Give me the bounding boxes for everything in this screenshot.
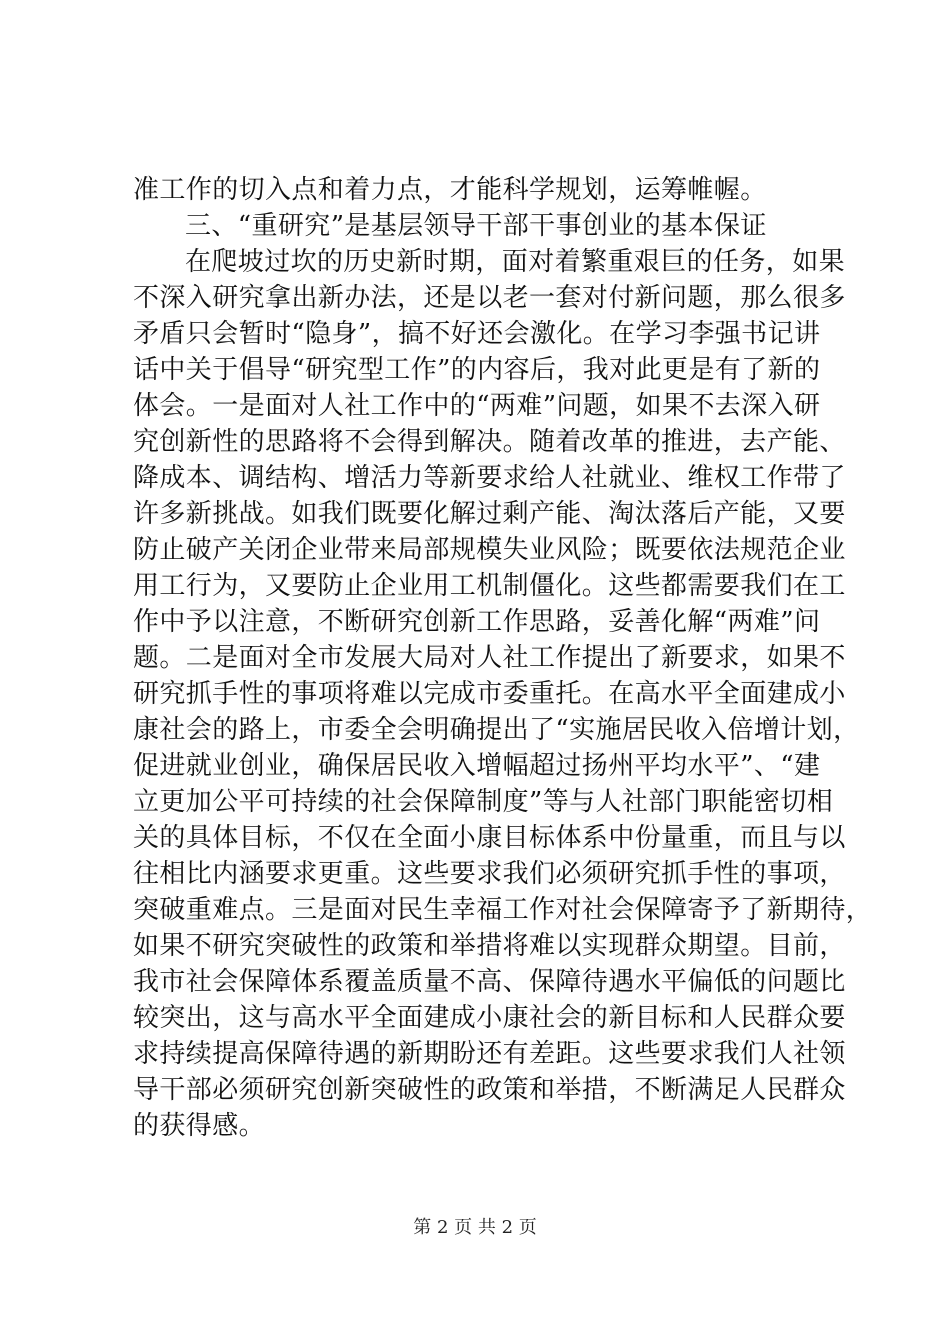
text-line: 许多新挑战。如我们既要化解过剩产能、淘汰落后产能，又要 (133, 499, 846, 529)
text-line: 准工作的切入点和着力点，才能科学规划，运筹帷幄。 (133, 175, 767, 205)
text-line: 研究抓手性的事项将难以完成市委重托。在高水平全面建成小 (133, 679, 846, 709)
text-line: 如果不研究突破性的政策和举措将难以实现群众期望。目前， (133, 931, 846, 961)
text-line: 立更加公平可持续的社会保障制度”等与人社部门职能密切相 (133, 787, 834, 817)
body-text (133, 172, 873, 1144)
page-number-label: 第 2 页 共 2 页 (413, 1217, 537, 1238)
text-line: 用工行为，又要防止企业用工机制僵化。这些都需要我们在工 (133, 571, 846, 601)
text-line: 话中关于倡导“研究型工作”的内容后，我对此更是有了新的 (133, 355, 821, 385)
paragraph-first-line: 在爬坡过坎的历史新时期，面对着繁重艰巨的任务，如果 (185, 247, 846, 277)
text-line: 题。二是面对全市发展大局对人社工作提出了新要求，如果不 (133, 643, 846, 673)
text-line: 较突出，这与高水平全面建成小康社会的新目标和人民群众要 (133, 1003, 846, 1033)
text-line: 我市社会保障体系覆盖质量不高、保障待遇水平偏低的问题比 (133, 967, 846, 997)
text-line: 往相比内涵要求更重。这些要求我们必须研究抓手性的事项， (133, 859, 846, 889)
text-line: 的获得感。 (133, 1111, 266, 1141)
section-heading: 三、“重研究”是基层领导干部干事创业的基本保证 (185, 211, 767, 241)
text-line: 康社会的路上，市委全会明确提出了“实施居民收入倍增计划， (133, 715, 860, 745)
text-line: 关的具体目标，不仅在全面小康目标体系中份量重，而且与以 (133, 823, 846, 853)
text-line: 求持续提高保障待遇的新期盼还有差距。这些要求我们人社领 (133, 1039, 846, 1069)
text-line: 促进就业创业，确保居民收入增幅超过扬州平均水平”、“建 (133, 751, 821, 781)
text-line: 降成本、调结构、增活力等新要求给人社就业、维权工作带了 (133, 463, 846, 493)
page-footer (0, 1213, 950, 1239)
text-line: 防止破产关闭企业带来局部规模失业风险；既要依法规范企业 (133, 535, 846, 565)
text-line: 突破重难点。三是面对民生幸福工作对社会保障寄予了新期待， (133, 895, 873, 925)
text-line: 导干部必须研究创新突破性的政策和举措，不断满足人民群众 (133, 1075, 846, 1105)
text-line: 矛盾只会暂时“隐身”，搞不好还会激化。在学习李强书记讲 (133, 319, 821, 349)
text-line: 作中予以注意，不断研究创新工作思路，妥善化解“两难”问 (133, 607, 821, 637)
text-line: 体会。一是面对人社工作中的“两难”问题，如果不去深入研 (133, 391, 821, 421)
text-line: 究创新性的思路将不会得到解决。随着改革的推进，去产能、 (133, 427, 846, 457)
text-line: 不深入研究拿出新办法，还是以老一套对付新问题，那么很多 (133, 283, 846, 313)
